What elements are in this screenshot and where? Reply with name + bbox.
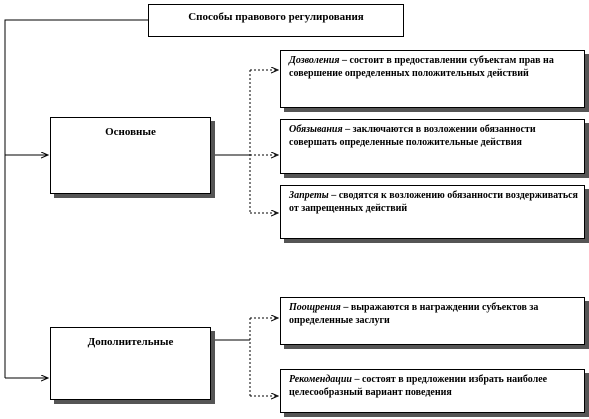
diagram-title-box (148, 4, 404, 37)
category-main-label: Основные (105, 126, 156, 138)
category-additional-label: Дополнительные (87, 336, 174, 348)
method-term: Обязывания (289, 124, 343, 135)
method-term: Поощрения (289, 302, 341, 313)
method-box-prohibitions (280, 185, 585, 239)
method-text: – состоит в предоставлении субъектам прав на совершение определенных положительных действий (289, 55, 554, 79)
trunk-line (5, 20, 148, 378)
category-main-box (50, 117, 211, 194)
method-term: Рекомендации (289, 374, 352, 385)
diagram-title: Способы правового регулирования (188, 11, 364, 23)
method-text: – заключаются в возложении обязанности совершать определенные положительные действия (289, 124, 536, 148)
method-box-obligations (280, 119, 585, 174)
category-additional-box (50, 327, 211, 400)
method-box-incentives (280, 297, 585, 345)
method-term: Запреты (289, 190, 329, 201)
method-text: – сводятся к возложению обязанности воздерживаться от запрещенных действий (289, 190, 578, 214)
method-text: – состоят в предложении избрать наиболее целесообразный вариант поведения (289, 374, 548, 398)
method-term: Дозволения (289, 55, 340, 66)
method-box-recommendations (280, 369, 585, 413)
method-box-permissions (280, 50, 585, 108)
method-text: – выражаются в награждении субъектов за определенные заслуги (289, 302, 539, 326)
